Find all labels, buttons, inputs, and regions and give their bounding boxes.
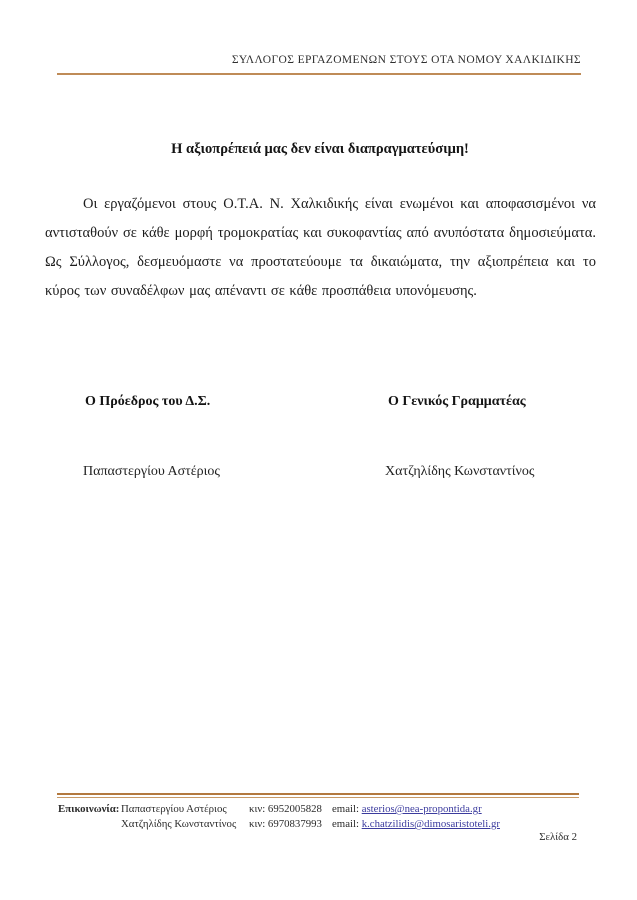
document-title: Η αξιοπρέπειά μας δεν είναι διαπραγματεύσιμη! bbox=[171, 141, 469, 157]
footer-contacts bbox=[58, 802, 597, 832]
signature-name-secretary: Χατζηλίδης Κωνσταντίνος bbox=[385, 464, 535, 479]
signature-role-secretary: Ο Γενικός Γραμματέας bbox=[388, 394, 526, 409]
body-paragraph: Οι εργαζόμενοι στους Ο.Τ.Α. Ν. Χαλκιδικής είναι ενωμένοι και αποφασισμένοι να αντισταθούν σε κάθε μορφή τρομοκρατίας και συκοφαντίας από ανυπόστατα δημοσιεύματα. Ως Σύλλογος, δεσμευόμαστε να προστατεύουμε τα δικαιώματα, την αξιοπρέπεια και το κύρος των συναδέλφων μας απέναντι σε κάθε προσπάθεια υπονόμευσης. bbox=[45, 196, 596, 299]
contact-phone: κιν: 6952005828 bbox=[249, 803, 322, 815]
contact-name: Χατζηλίδης Κωνσταντίνος bbox=[121, 818, 237, 830]
contact-phone: κιν: 6970837993 bbox=[249, 818, 322, 830]
page-number: Σελίδα 2 bbox=[539, 831, 577, 843]
contact-email-cell bbox=[332, 802, 597, 817]
signature-role-president: Ο Πρόεδρος του Δ.Σ. bbox=[85, 394, 211, 409]
header-rule bbox=[57, 73, 581, 75]
contact-row bbox=[58, 817, 597, 832]
email-link-president[interactable]: asterios@nea-propontida.gr bbox=[361, 803, 482, 815]
header-org-name: ΣΥΛΛΟΓΟΣ ΕΡΓΑΖΟΜΕΝΩΝ ΣΤΟΥΣ ΟΤΑ ΝΟΜΟΥ ΧΑΛΚΙΔΙΚΗΣ bbox=[231, 54, 581, 66]
email-label: email: bbox=[332, 818, 359, 830]
contact-label: Επικοινωνία: bbox=[58, 803, 120, 815]
contact-label-spacer bbox=[58, 817, 121, 832]
contact-row bbox=[58, 802, 597, 817]
contact-email-cell bbox=[332, 817, 597, 832]
signature-name-president: Παπαστεργίου Αστέριος bbox=[83, 464, 220, 479]
footer-rule bbox=[57, 793, 579, 798]
email-label: email: bbox=[332, 803, 359, 815]
email-link-secretary[interactable]: k.chatzilidis@dimosaristoteli.gr bbox=[361, 818, 500, 830]
contact-name: Παπαστεργίου Αστέριος bbox=[121, 803, 227, 815]
